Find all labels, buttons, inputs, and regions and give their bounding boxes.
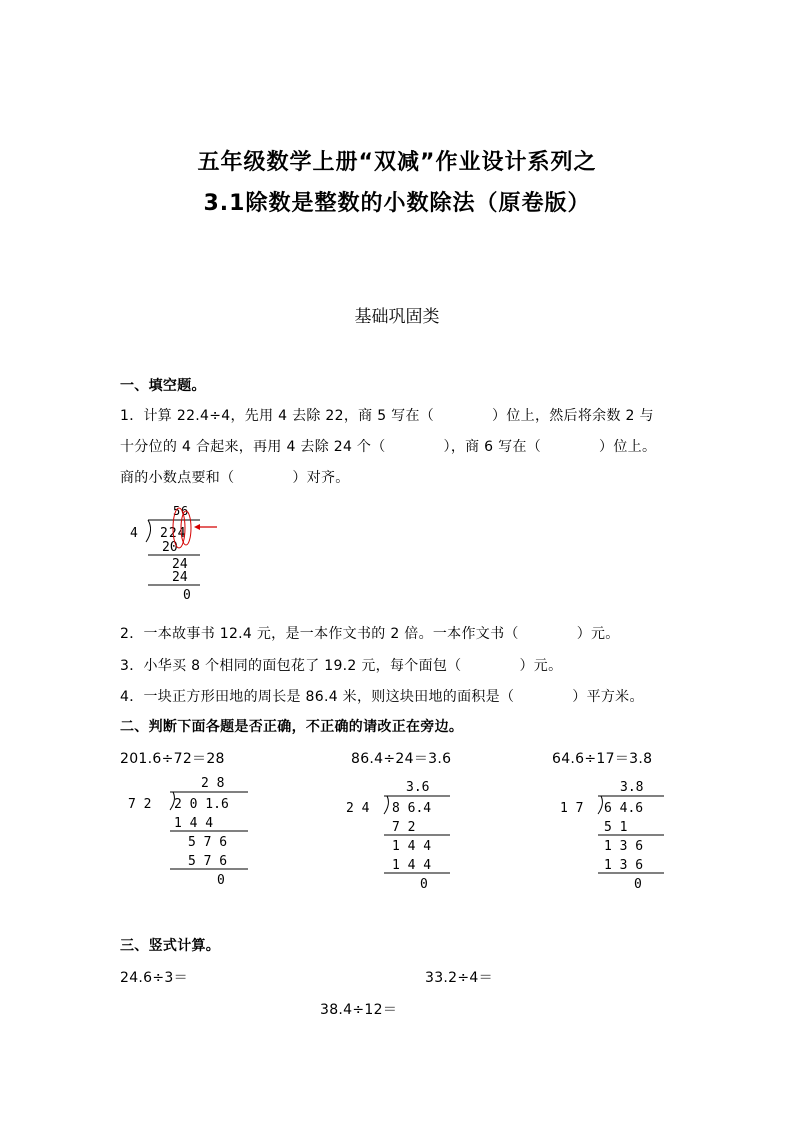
q1-text-d: ），商 6 写在（: [443, 439, 542, 455]
question-2: [120, 623, 620, 643]
judge-1-row-1: 1 4 4: [174, 816, 214, 831]
judge-3-row-4: 0: [634, 877, 642, 892]
q1-text-a: 1．计算 22.4÷4，先用 4 去除 22，商 5 写在（: [120, 408, 435, 424]
title-line-1: 五年级数学上册“双减”作业设计系列之: [197, 150, 597, 175]
section-2-heading: 二、判断下面各题是否正确，不正确的请改正在旁边。: [120, 719, 464, 735]
judge-3-bracket: [598, 796, 602, 814]
judge-division-3: [560, 774, 675, 899]
diagram-row-3: 24: [172, 570, 188, 585]
title-line-2: 3.1除数是整数的小数除法（原卷版）: [203, 191, 591, 216]
judge-2-row-4: 0: [420, 877, 428, 892]
diagram-quotient-digit-2: 6: [181, 504, 189, 518]
judge-2-quotient: 3.6: [406, 780, 430, 795]
q1-text-c: 十分位的 4 合起来，再用 4 去除 24 个（: [120, 439, 386, 455]
judge-1-row-2: 5 7 6: [188, 835, 228, 850]
judge-equation-2: 86.4÷24＝3.6: [351, 751, 452, 767]
question-1-line-2: [120, 436, 656, 456]
judge-division-1: [128, 770, 258, 895]
calc-item-3: 38.4÷12＝: [320, 1002, 398, 1018]
q1-text-f: 商的小数点要和（: [120, 470, 235, 486]
diagram-dividend: 224: [160, 526, 187, 541]
judge-2-row-3: 1 4 4: [392, 858, 432, 873]
diagram-row-1: 20: [162, 540, 178, 555]
section-3-heading: 三、竖式计算。: [120, 938, 221, 954]
judge-2-divisor: 2 4: [346, 801, 370, 816]
judge-3-dividend: 6 4.6: [604, 801, 644, 816]
diagram-row-4: 0: [183, 588, 191, 603]
diagram-bracket: [146, 520, 151, 542]
calc-item-1: 24.6÷3＝: [120, 970, 188, 986]
question-1-line-1: [120, 405, 654, 425]
judge-1-dividend: 2 0 1.6: [174, 797, 229, 812]
judge-1-quotient: 2 8: [201, 776, 225, 791]
judge-3-quotient: 3.8: [620, 780, 644, 795]
question-3: [120, 655, 562, 675]
judge-1-divisor: 7 2: [128, 797, 152, 812]
judge-equation-1: 201.6÷72＝28: [120, 751, 225, 767]
long-division-diagram: [120, 500, 240, 610]
judge-2-row-1: 7 2: [392, 820, 416, 835]
judge-equation-3: 64.6÷17＝3.8: [552, 751, 653, 767]
calc-item-2: 33.2÷4＝: [425, 970, 493, 986]
q1-text-b: ）位上，然后将余数 2 与: [492, 408, 654, 424]
q4-text-a: 4．一块正方形田地的周长是 86.4 米，则这块田地的面积是（: [120, 689, 515, 705]
q2-text-b: ）元。: [576, 626, 620, 642]
judge-division-2: [346, 774, 461, 899]
judge-1-row-4: 0: [217, 873, 225, 888]
judge-3-row-2: 1 3 6: [604, 839, 644, 854]
diagram-quotient-digit-1: 5: [173, 504, 181, 518]
q2-text-a: 2．一本故事书 12.4 元，是一本作文书的 2 倍。一本作文书（: [120, 626, 519, 642]
judge-3-row-3: 1 3 6: [604, 858, 644, 873]
question-1-line-3: [120, 467, 350, 487]
q1-text-g: ）对齐。: [292, 470, 350, 486]
judge-1-row-3: 5 7 6: [188, 854, 228, 869]
q4-text-b: ）平方米。: [572, 689, 644, 705]
q3-text-a: 3．小华买 8 个相同的面包花了 19.2 元，每个面包（: [120, 658, 462, 674]
q1-text-e: ）位上。: [599, 439, 657, 455]
judge-2-dividend: 8 6.4: [392, 801, 432, 816]
red-arrowhead-icon: [194, 524, 200, 530]
judge-2-bracket: [384, 796, 388, 814]
subtitle: 基础巩固类: [354, 307, 440, 327]
q3-text-b: ）元。: [519, 658, 563, 674]
diagram-row-2: 24: [172, 557, 188, 572]
judge-2-row-2: 1 4 4: [392, 839, 432, 854]
judge-3-row-1: 5 1: [604, 820, 628, 835]
judge-3-divisor: 1 7: [560, 801, 584, 816]
diagram-divisor: 4: [130, 526, 138, 541]
section-1-heading: 一、填空题。: [120, 378, 206, 394]
question-4: [120, 686, 644, 706]
